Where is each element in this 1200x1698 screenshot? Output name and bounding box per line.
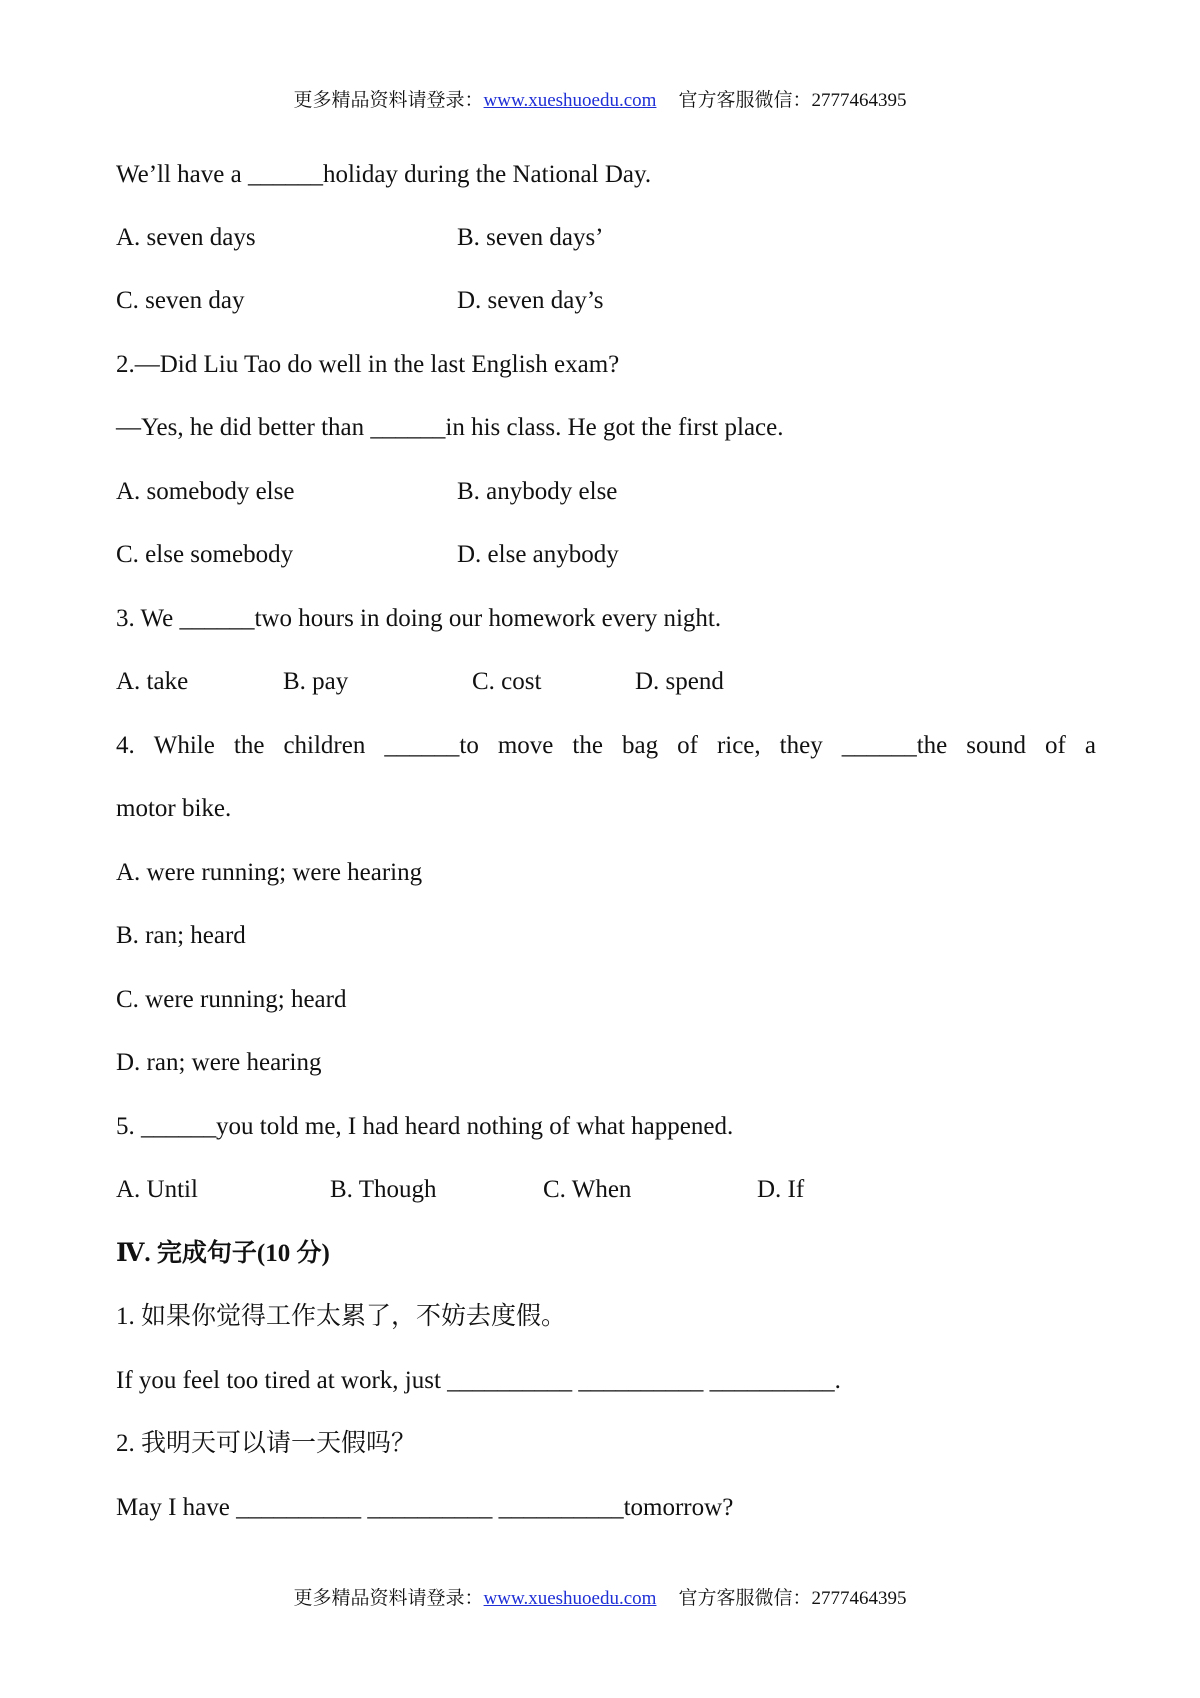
q3-stem: 3. We ______two hours in doing our homework every night. — [116, 605, 722, 632]
q4-word: While — [153, 732, 215, 759]
q1-stem: We’ll have a ______holiday during the National Day. — [116, 161, 652, 188]
q4-word: 4. — [116, 732, 135, 759]
page-footer — [0, 1587, 1200, 1611]
footer-contact: 官方客服微信：2777464395 — [678, 1588, 907, 1609]
q2-option-c: C. else somebody — [116, 541, 294, 568]
q1-option-a: A. seven days — [116, 224, 256, 251]
q3-option-a: A. take — [116, 668, 189, 695]
q4-option-b: B. ran; heard — [116, 922, 246, 949]
q4-word: ______to — [384, 732, 479, 759]
q4-word: the — [233, 732, 265, 759]
q2-stem-answer: —Yes, he did better than ______in his class. He got the first place. — [116, 414, 784, 441]
q3-option-d: D. spend — [635, 668, 724, 695]
q4-word: they — [779, 732, 823, 759]
q4-word: the — [572, 732, 603, 759]
q3-option-c: C. cost — [472, 668, 542, 695]
q1-option-b: B. seven days’ — [457, 224, 604, 251]
q5-option-b: B. Though — [330, 1176, 437, 1203]
header-website-link[interactable]: www.xueshuoedu.com — [483, 90, 657, 111]
q1-option-c: C. seven day — [116, 287, 245, 314]
q5-stem: 5. ______you told me, I had heard nothing of what happened. — [116, 1113, 734, 1140]
section-4-item-2-chinese: 2. 我明天可以请一天假吗？ — [116, 1430, 417, 1457]
q2-stem-question: 2.—Did Liu Tao do well in the last English exam? — [116, 351, 620, 378]
section-4-title: Ⅳ. 完成句子(10 分) — [116, 1240, 330, 1267]
q4-word: move — [497, 732, 554, 759]
q4-word: ______the — [841, 732, 948, 759]
q5-option-d: D. If — [757, 1176, 805, 1203]
q1-option-d: D. seven day’s — [457, 287, 604, 314]
section-4-item-1-chinese: 1. 如果你觉得工作太累了，不妨去度假。 — [116, 1303, 567, 1330]
q4-word: bag — [621, 732, 659, 759]
q4-option-c: C. were running; heard — [116, 986, 347, 1013]
section-4-item-2-english: May I have __________ __________ __________tomorrow? — [116, 1494, 734, 1521]
footer-prefix: 更多精品资料请登录： — [293, 1588, 484, 1609]
q4-word: of — [1045, 732, 1066, 759]
q4-stem-continued: motor bike. — [116, 795, 232, 822]
q4-stem — [116, 731, 1096, 761]
q2-option-a: A. somebody else — [116, 478, 295, 505]
q4-word: rice, — [716, 732, 761, 759]
q4-word: a — [1084, 732, 1096, 759]
q5-option-c: C. When — [543, 1176, 632, 1203]
page-header — [0, 89, 1200, 113]
q4-word: sound — [966, 732, 1027, 759]
q4-option-a: A. were running; were hearing — [116, 859, 423, 886]
q4-option-d: D. ran; were hearing — [116, 1049, 322, 1076]
footer-website-link[interactable]: www.xueshuoedu.com — [483, 1588, 657, 1609]
section-4-item-1-english: If you feel too tired at work, just __________ __________ __________. — [116, 1367, 841, 1394]
header-contact: 官方客服微信：2777464395 — [678, 90, 907, 111]
q5-option-a: A. Until — [116, 1176, 198, 1203]
q4-word: of — [677, 732, 698, 759]
q2-option-b: B. anybody else — [457, 478, 618, 505]
q2-option-d: D. else anybody — [457, 541, 619, 568]
q4-word: children — [283, 732, 366, 759]
q3-option-b: B. pay — [283, 668, 349, 695]
header-prefix: 更多精品资料请登录： — [293, 90, 484, 111]
